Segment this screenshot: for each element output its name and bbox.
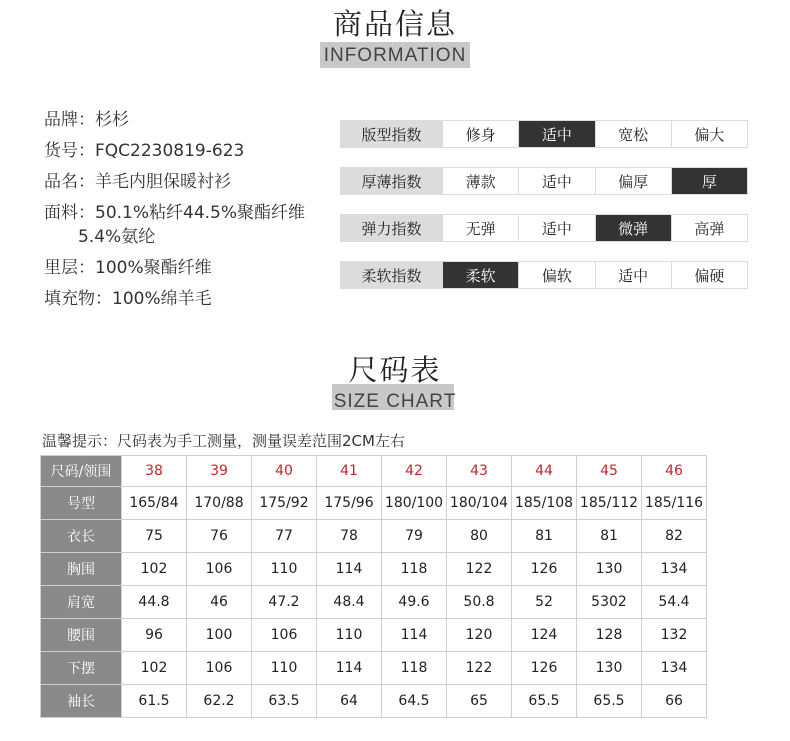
size-row-label: 号型: [41, 487, 122, 520]
size-cell: 102: [122, 652, 187, 685]
size-cell: 106: [187, 652, 252, 685]
size-cell: 76: [187, 520, 252, 553]
size-cell: 50.8: [447, 586, 512, 619]
size-header-cell: 46: [642, 456, 707, 487]
size-row-label: 袖长: [41, 685, 122, 718]
index-option: 薄款: [442, 168, 518, 194]
size-table-row: [41, 487, 707, 520]
size-row-label: 胸围: [41, 553, 122, 586]
size-cell: 185/116: [642, 487, 707, 520]
size-cell: 165/84: [122, 487, 187, 520]
size-cell: 48.4: [317, 586, 382, 619]
index-label: 弹力指数: [341, 215, 442, 241]
product-info-value: 50.1%粘纤44.5%聚酯纤维: [95, 203, 306, 223]
size-cell: 63.5: [252, 685, 317, 718]
index-option: 修身: [442, 121, 518, 147]
size-cell: 124: [512, 619, 577, 652]
product-info-label: 货号：: [44, 141, 95, 161]
size-cell: 175/92: [252, 487, 317, 520]
index-option: 偏大: [671, 121, 747, 147]
size-cell: 114: [382, 619, 447, 652]
index-label: 厚薄指数: [341, 168, 442, 194]
size-cell: 79: [382, 520, 447, 553]
size-cell: 134: [642, 553, 707, 586]
size-table-row: [41, 685, 707, 718]
size-cell: 134: [642, 652, 707, 685]
size-cell: 110: [317, 619, 382, 652]
size-cell: 100: [187, 619, 252, 652]
product-info-row: [44, 136, 305, 167]
size-cell: 130: [577, 652, 642, 685]
size-table-row: [41, 652, 707, 685]
product-info-list: [44, 105, 305, 315]
product-info-row: [44, 105, 305, 136]
size-table-row: [41, 520, 707, 553]
product-info-value-continued: 5.4%氨纶: [78, 227, 156, 247]
index-label: 柔软指数: [341, 262, 442, 288]
size-cell: 122: [447, 553, 512, 586]
size-cell: 130: [577, 553, 642, 586]
size-header-label: 尺码/领围: [41, 456, 122, 487]
product-info-row: [44, 167, 305, 198]
size-cell: 126: [512, 553, 577, 586]
size-cell: 75: [122, 520, 187, 553]
index-option-selected: 适中: [518, 121, 594, 147]
product-info-value: 100%聚酯纤维: [95, 258, 212, 278]
size-cell: 52: [512, 586, 577, 619]
index-option: 适中: [518, 168, 594, 194]
size-cell: 82: [642, 520, 707, 553]
size-header-cell: 45: [577, 456, 642, 487]
size-cell: 49.6: [382, 586, 447, 619]
size-cell: 110: [252, 652, 317, 685]
size-cell: 122: [447, 652, 512, 685]
product-info-label: 填充物：: [44, 289, 112, 309]
size-section-header: [300, 348, 490, 413]
size-cell: 114: [317, 553, 382, 586]
size-row-label: 衣长: [41, 520, 122, 553]
size-header-cell: 43: [447, 456, 512, 487]
product-info-label: 品牌：: [44, 110, 95, 130]
size-header-cell: 40: [252, 456, 317, 487]
size-row-label: 下摆: [41, 652, 122, 685]
size-cell: 81: [512, 520, 577, 553]
info-section-header: [300, 2, 490, 67]
size-cell: 65.5: [577, 685, 642, 718]
size-cell: 175/96: [317, 487, 382, 520]
size-header-cell: 41: [317, 456, 382, 487]
index-row: [340, 214, 748, 242]
index-option-selected: 柔软: [442, 262, 518, 288]
size-table-row: [41, 586, 707, 619]
size-cell: 106: [252, 619, 317, 652]
size-cell: 77: [252, 520, 317, 553]
size-header-cell: 42: [382, 456, 447, 487]
size-cell: 5302: [577, 586, 642, 619]
product-info-row: [44, 253, 305, 284]
size-cell: 44.8: [122, 586, 187, 619]
index-label: 版型指数: [341, 121, 442, 147]
size-cell: 185/108: [512, 487, 577, 520]
size-cell: 62.2: [187, 685, 252, 718]
size-header-row: [41, 456, 707, 487]
product-info-value: FQC2230819-623: [95, 141, 245, 161]
size-cell: 132: [642, 619, 707, 652]
index-option: 偏厚: [595, 168, 671, 194]
size-table-row: [41, 619, 707, 652]
size-title-cn: 尺码表: [348, 353, 442, 387]
product-info-label: 面料：: [44, 203, 95, 223]
info-title-cn: 商品信息: [332, 7, 457, 41]
index-row: [340, 167, 748, 195]
size-cell: 120: [447, 619, 512, 652]
size-cell: 170/88: [187, 487, 252, 520]
size-cell: 114: [317, 652, 382, 685]
size-cell: 46: [187, 586, 252, 619]
size-cell: 61.5: [122, 685, 187, 718]
size-cell: 47.2: [252, 586, 317, 619]
size-cell: 106: [187, 553, 252, 586]
product-info-row: [44, 284, 305, 315]
size-cell: 78: [317, 520, 382, 553]
index-option-selected: 厚: [671, 168, 747, 194]
size-cell: 118: [382, 553, 447, 586]
product-info-value: 羊毛内胆保暖衬衫: [95, 172, 231, 192]
size-cell: 185/112: [577, 487, 642, 520]
size-cell: 64.5: [382, 685, 447, 718]
size-cell: 110: [252, 553, 317, 586]
size-cell: 81: [577, 520, 642, 553]
index-option: 适中: [595, 262, 671, 288]
info-title-en: INFORMATION: [323, 45, 467, 66]
size-header-cell: 44: [512, 456, 577, 487]
index-option: 偏软: [518, 262, 594, 288]
product-info-label: 里层：: [44, 258, 95, 278]
product-info-value: 100%绵羊毛: [112, 289, 212, 309]
measurement-note: 温馨提示：尺码表为手工测量，测量误差范围2CM左右: [42, 432, 405, 450]
size-cell: 54.4: [642, 586, 707, 619]
size-cell: 126: [512, 652, 577, 685]
size-cell: 66: [642, 685, 707, 718]
size-cell: 96: [122, 619, 187, 652]
size-cell: 102: [122, 553, 187, 586]
index-option: 适中: [518, 215, 594, 241]
size-table-row: [41, 553, 707, 586]
size-cell: 64: [317, 685, 382, 718]
index-option-selected: 微弹: [595, 215, 671, 241]
size-cell: 65: [447, 685, 512, 718]
size-row-label: 肩宽: [41, 586, 122, 619]
index-row: [340, 261, 748, 289]
product-index-table: [340, 120, 748, 308]
index-option: 宽松: [595, 121, 671, 147]
index-option: 无弹: [442, 215, 518, 241]
size-header-cell: 39: [187, 456, 252, 487]
size-chart-table: [40, 455, 707, 718]
size-row-label: 腰围: [41, 619, 122, 652]
size-cell: 80: [447, 520, 512, 553]
size-cell: 180/100: [382, 487, 447, 520]
size-cell: 180/104: [447, 487, 512, 520]
index-option: 高弹: [671, 215, 747, 241]
product-info-row: [44, 198, 305, 249]
size-cell: 65.5: [512, 685, 577, 718]
index-row: [340, 120, 748, 148]
index-option: 偏硬: [671, 262, 747, 288]
product-info-label: 品名：: [44, 172, 95, 192]
size-cell: 118: [382, 652, 447, 685]
size-cell: 128: [577, 619, 642, 652]
product-info-value: 杉杉: [95, 110, 129, 130]
size-header-cell: 38: [122, 456, 187, 487]
size-title-en: SIZE CHART: [333, 391, 457, 412]
